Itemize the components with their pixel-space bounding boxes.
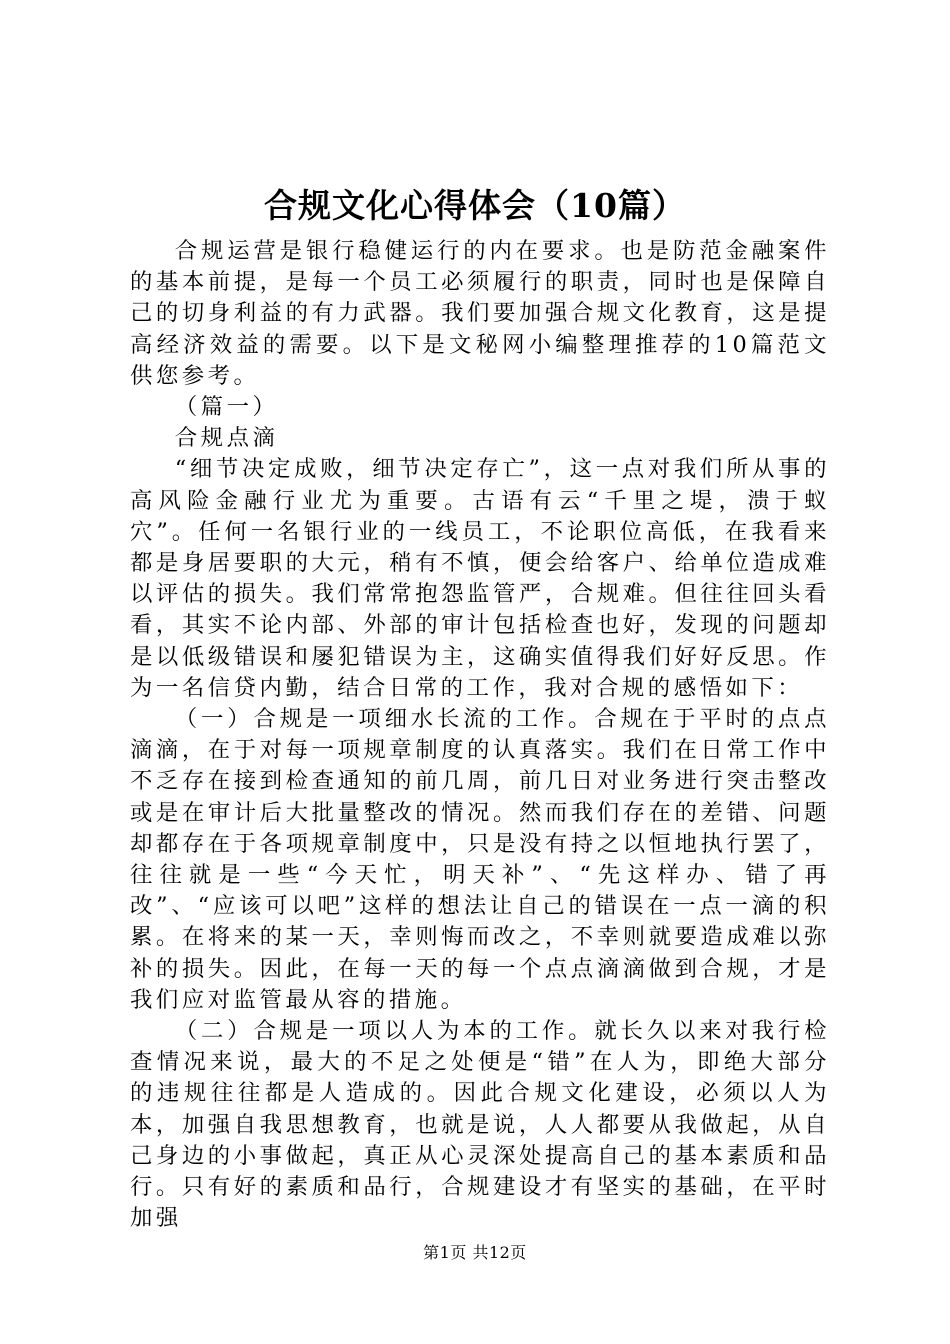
page-number: 第1页 共12页 [423, 1243, 527, 1262]
intro-paragraph: 合规运营是银行稳健运行的内在要求。也是防范金融案件的基本前提，是每一个员工必须履行的职责，同时也是保障自己的切身利益的有力武器。我们要加强合规文化教育，这是提高经济效益的需要。以下是文秘网小编整理推荐的10篇范文供您参考。 [130, 238, 830, 389]
body-paragraph: “细节决定成败，细节决定存亡”，这一点对我们所从事的高风险金融行业尤为重要。古语有云“千里之堤，溃于蚁穴”。任何一名银行业的一线员工，不论职位高低，在我看来都是身居要职的大元，稍有不慎，便会给客户、给单位造成难以评估的损失。我们常常抱怨监管严，合规难。但往往回头看看，其实不论内部、外部的审计包括检查也好，发现的问题却是以低级错误和屡犯错误为主，这确实值得我们好好反思。作为一名信贷内勤，结合日常的工作，我对合规的感悟如下： [130, 456, 830, 701]
section-heading: （篇一） [174, 394, 279, 421]
document-title: 合规文化心得体会（10篇） [264, 186, 686, 225]
body-paragraph: （二）合规是一项以人为本的工作。就长久以来对我行检查情况来说，最大的不足之处便是“错”在人为，即绝大部分的违规往往都是人造成的。因此合规文化建设，必须以人为本，加强自我思想教育，也就是说，人人都要从我做起，从自己身边的小事做起，真正从心灵深处提高自己的基本素质和品行。只有好的素质和品行，合规建设才有坚实的基础，在平时加强 [130, 1018, 830, 1232]
body-paragraph: （一）合规是一项细水长流的工作。合规在于平时的点点滴滴，在于对每一项规章制度的认真落实。我们在日常工作中不乏存在接到检查通知的前几周，前几日对业务进行突击整改或是在审计后大批量整改的情况。然而我们存在的差错、问题却都存在于各项规章制度中，只是没有持之以恒地执行罢了，往往就是一些“今天忙，明天补”、“先这样办、错了再改”、“应该可以吧”这样的想法让自己的错误在一点一滴的积累。在将来的某一天，幸则悔而改之，不幸则就要造成难以弥补的损失。因此，在每一天的每一个点点滴滴做到合规，才是我们应对监管最从容的措施。 [130, 706, 830, 1013]
article-title: 合规点滴 [174, 425, 279, 452]
document-body [130, 236, 830, 1235]
